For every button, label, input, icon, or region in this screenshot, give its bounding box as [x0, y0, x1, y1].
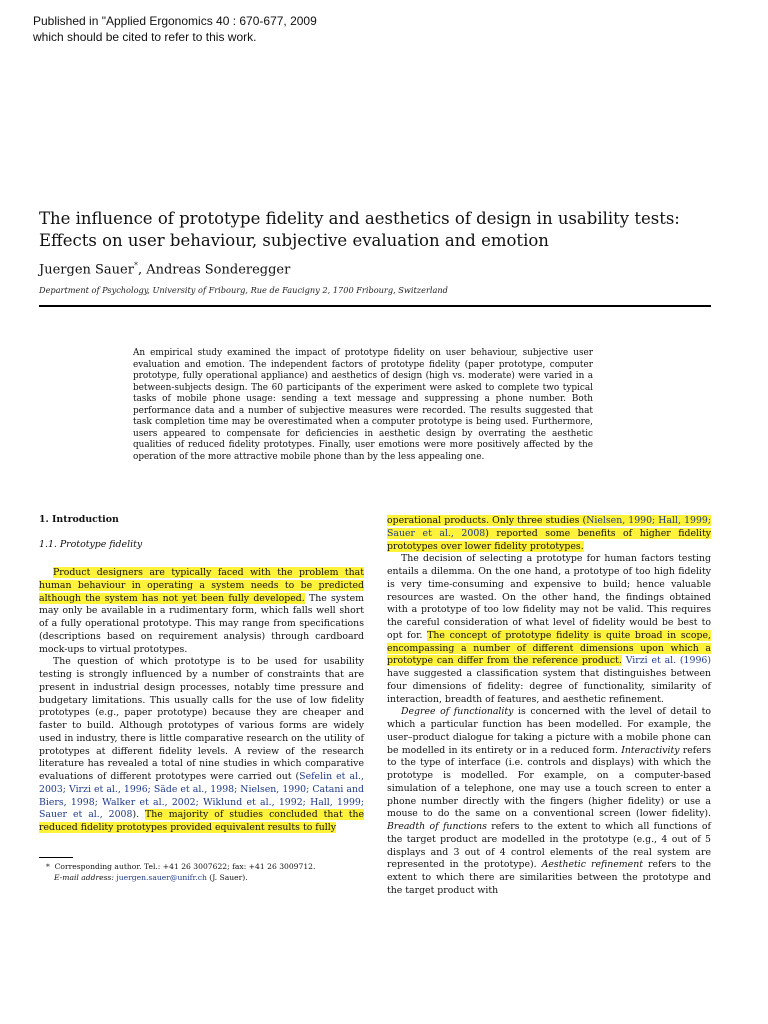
highlighted-text: The majority of studies concluded that the reduced fidelity prototypes provided equivalent results to fully: [39, 809, 365, 833]
abstract-text: An empirical study examined the impact of prototype fidelity on user behaviour, subjective user evaluation and emotion. The independent factors of prototype fidelity (paper prototype, computer prototype, fully operational appliance) and aesthetics of design (high vs. moderate) were varied in a between-subjects design. The 60 participants of the experiment were asked to complete two typical tasks of mobile phone usage: sending a text message and suppressing a phone number. Both performance data and a number of subjective measures were recorded. The results suggested that task completion time may be overestimated when a computer prototype is being used. Furthermore, users appeared to compensate for deficiencies in aesthetic design by overrating the aesthetic qualities of reduced fidelity prototypes. Finally, user emotions were more positively affected by the operation of the more attractive mobile phone than by the less appealing one.: [133, 348, 593, 462]
author-name: Juergen Sauer: [39, 262, 134, 278]
paragraph-text: have suggested a classification system that distinguishes between four dimensions of fidelity: degree of functionality, similarity of interaction, breadth of features, and aesthetic refinement.: [387, 668, 711, 705]
article-title-line1: The influence of prototype fidelity and aesthetics of design in usability tests:: [39, 209, 680, 228]
emphasized-term: Degree of functionality: [401, 706, 514, 718]
citation-link[interactable]: Nielsen, 1990; Hall, 1999; Sauer et al., 2008: [387, 515, 711, 539]
footnote-line: [46, 861, 315, 872]
paragraph: [387, 553, 711, 706]
footnote-mark: *: [46, 862, 50, 871]
highlighted-text: ) reported some benefits of higher fidelity prototypes over lower fidelity prototypes.: [387, 527, 711, 552]
author-name: Andreas Sonderegger: [146, 262, 291, 278]
emphasized-term: Aesthetic refinement: [541, 859, 643, 871]
highlighted-text: operational products. Only three studies (: [387, 515, 587, 526]
highlighted-text: Product designers are typically faced with the problem that human behaviour in operating a system needs to be predicted although the system has not yet been fully developed.: [39, 567, 364, 604]
footnote-line: [46, 872, 315, 883]
section-heading: 1. Introduction: [39, 514, 119, 525]
paragraph-text: The question of which prototype is to be used for usability testing is strongly influenced by a number of constraints that are present in industrial design processes, notably time pressure and budgetary limitations. This usually calls for the use of low fidelity prototypes (e.g., paper prototype) because they are cheaper and faster to build. Although prototypes of various forms are widely used in industry, there is little comparative research on the utility of prototypes at different fidelity levels. A review of the research literature has revealed a total of nine studies in which comparative evaluations of different prototypes were carried out (: [39, 656, 364, 782]
highlighted-text: The concept of prototype fidelity is quite broad in scope, encompassing a number of different dimensions upon which a prototype can differ from the reference product.: [387, 629, 711, 667]
emphasized-term: Interactivity: [621, 744, 680, 756]
subsection-heading: 1.1. Prototype fidelity: [39, 539, 143, 550]
paragraph-text: refers to the extent to which all functions of the target product are modelled in the prototype (e.g., 4 out of 5 displays and 3 out of 4 control elements of the real system are represented in the prototype).: [387, 821, 711, 871]
header-divider: [39, 305, 711, 307]
right-column: [387, 515, 711, 898]
article-title-line2: Effects on user behaviour, subjective evaluation and emotion: [39, 231, 549, 250]
footnote: [46, 861, 315, 883]
citation-link[interactable]: Sefelin et al., 2003; Virzi et al., 1996; Säde et al., 1998; Nielsen, 1990; Catani and Biers, 1998; Walker et al., 2002; Wiklund et al., 1992; Hall, 1999; Sauer et al., 2008: [39, 771, 364, 821]
publication-note: [33, 13, 317, 45]
abstract: [133, 348, 593, 463]
author-affiliation: Department of Psychology, University of Fribourg, Rue de Faucigny 2, 1700 Fribourg, Switzerland: [39, 285, 448, 295]
paragraph-text: is concerned with the level of detail to which a particular function has been modelled. For example, the user–product dialogue for taking a picture with a mobile phone can be modelled in its entirety or in a reduced form.: [387, 706, 711, 756]
paragraph-text: ).: [132, 809, 146, 821]
footnote-text: Corresponding author. Tel.: +41 26 3007622; fax: +41 26 3009712.: [54, 862, 316, 871]
left-column: [39, 567, 364, 835]
paragraph: [387, 706, 711, 897]
publication-note-line2: which should be cited to refer to this work.: [33, 30, 257, 44]
publication-note-line1: Published in "Applied Ergonomics 40 : 670-677, 2009: [33, 14, 317, 28]
author-separator: ,: [137, 262, 147, 278]
email-link[interactable]: juergen.sauer@unifr.ch: [116, 873, 207, 882]
article-title: [39, 208, 729, 252]
author-list: [39, 261, 290, 277]
citation-link[interactable]: Virzi et al. (1996): [625, 655, 711, 667]
corresponding-author-mark[interactable]: *: [133, 261, 138, 270]
paragraph-text: refers to the extent to which there are similarities between the prototype and the target product with: [387, 859, 711, 896]
paragraph-text: The system may only be available in a rudimentary form, which falls well short of a fully operational prototype. This may range from specifications (descriptions based on requirement analysis) through cardboard mock-ups to virtual prototypes.: [39, 592, 364, 655]
emphasized-term: Breadth of functions: [387, 821, 487, 832]
footnote-text: (J. Sauer).: [206, 873, 248, 882]
paragraph: [39, 567, 364, 656]
paragraph: [39, 656, 364, 835]
footnote-divider: [39, 857, 73, 858]
paragraph: [387, 515, 711, 553]
paragraph-text: The decision of selecting a prototype for human factors testing entails a dilemma. On the one hand, a prototype of too high fidelity is very time-consuming and expensive to build; hence valuable resources are wasted. On the other hand, the findings obtained with a prototype of too low fidelity may not be valid. This requires the careful consideration of what level of fidelity would be best to opt for.: [387, 553, 711, 641]
paragraph-text: refers to the type of interface (i.e. controls and displays) with which the prototype is modelled. For example, on a computer-based simulation of a telephone, one may use a touch screen to enter a phone number directly with the fingers (higher fidelity) or use a mouse to do the same on a conventional screen (lower fidelity).: [387, 744, 711, 820]
email-label: E-mail address:: [54, 873, 114, 882]
